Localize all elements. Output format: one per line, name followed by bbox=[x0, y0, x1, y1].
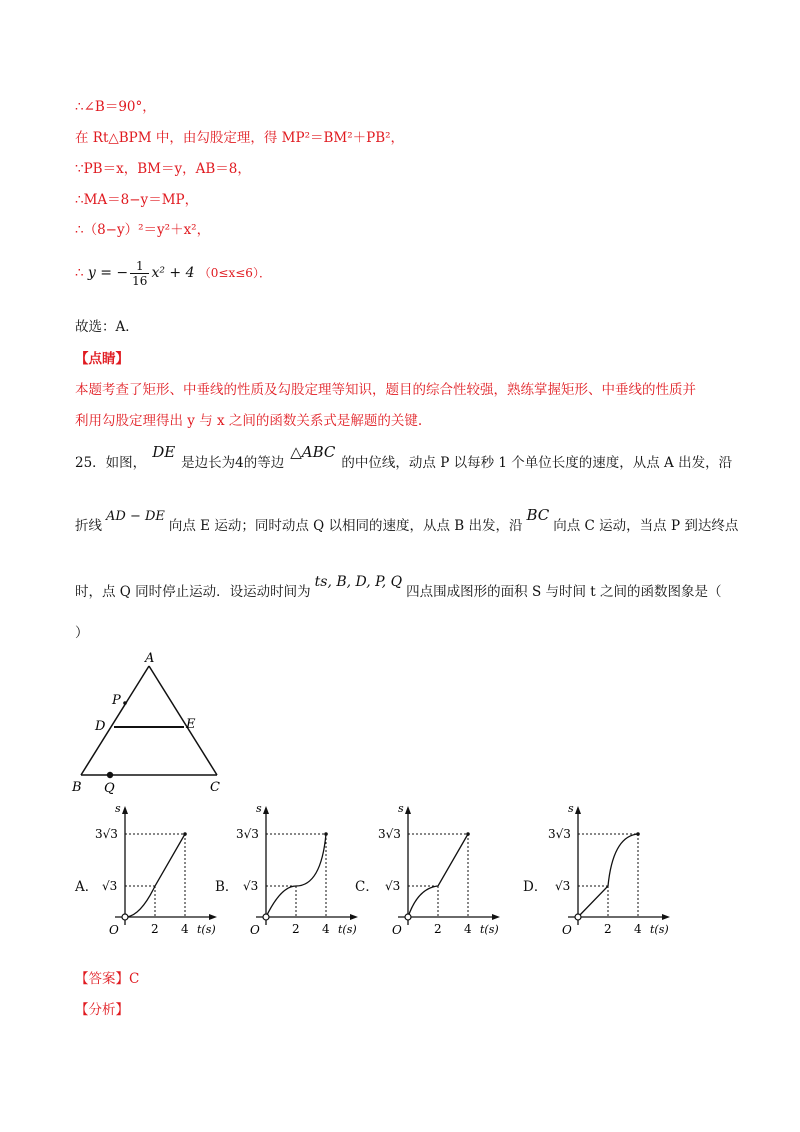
origin-label: O bbox=[392, 923, 402, 935]
tick-2-label: 2 bbox=[434, 922, 442, 935]
math-vars: ts, B, D, P, Q bbox=[314, 574, 403, 590]
solution-line-1: ∴∠B＝90°， bbox=[75, 99, 156, 115]
tick-2-label: 2 bbox=[151, 922, 159, 935]
question-line-1 bbox=[75, 443, 733, 478]
formula-tail: x² + 4 bbox=[151, 265, 195, 281]
tick-2-label: 2 bbox=[604, 922, 612, 935]
label-P: P bbox=[112, 693, 121, 708]
tick-4-label: 4 bbox=[464, 922, 472, 935]
question-text: 四点围成图形的面积 S 与时间 t 之间的函数图象是（ bbox=[406, 584, 722, 600]
question-line-3 bbox=[75, 574, 722, 607]
label-C: C bbox=[210, 780, 220, 795]
tick-top-label: 3√3 bbox=[236, 827, 259, 841]
axis-s-label: s bbox=[398, 802, 404, 815]
formula-y: y = − bbox=[87, 265, 129, 281]
axis-s-label: s bbox=[115, 802, 121, 815]
tick-top-label: 3√3 bbox=[548, 827, 571, 841]
option-graph-2[interactable] bbox=[236, 800, 366, 935]
tick-top-label: 3√3 bbox=[95, 827, 118, 841]
axis-t-label: t(s) bbox=[650, 923, 669, 935]
math-bc: BC bbox=[526, 506, 550, 524]
origin-label: O bbox=[109, 923, 119, 935]
axis-t-label: t(s) bbox=[338, 923, 357, 935]
comment-text-2: 利用勾股定理得出 y 与 x 之间的函数关系式是解题的关键. bbox=[75, 413, 423, 429]
tick-4-label: 4 bbox=[322, 922, 330, 935]
tick-2-label: 2 bbox=[292, 922, 300, 935]
option-graph-4[interactable] bbox=[548, 800, 678, 935]
solution-line-3: ∵PB＝x，BM＝y，AB＝8， bbox=[75, 161, 251, 177]
option-curve bbox=[578, 834, 638, 917]
answer-header: 【答案】 bbox=[75, 971, 129, 987]
option-curve bbox=[266, 834, 326, 917]
solution-line-2: 在 Rt△BPM 中，由勾股定理，得 MP²＝BM²＋PB²， bbox=[75, 130, 405, 146]
axis-s-label: s bbox=[256, 802, 262, 815]
math-de: DE bbox=[152, 443, 176, 461]
tick-mid-label: √3 bbox=[243, 879, 259, 893]
axis-s-label: s bbox=[568, 802, 574, 815]
question-text: 向点 C 运动，当点 P 到达终点 bbox=[553, 518, 739, 534]
question-number: 25．如图， bbox=[75, 455, 147, 471]
label-E: E bbox=[186, 717, 196, 732]
origin-label: O bbox=[250, 923, 260, 935]
question-text: 向点 E 运动；同时动点 Q 以相同的速度，从点 B 出发，沿 bbox=[168, 518, 523, 534]
option-label-3[interactable]: C． bbox=[355, 879, 379, 895]
question-line-2 bbox=[75, 506, 739, 542]
option-label-4[interactable]: D． bbox=[523, 879, 548, 895]
question-text: 时，点 Q 同时停止运动．设运动时间为 bbox=[75, 584, 311, 600]
triangle-figure bbox=[68, 648, 238, 798]
option-curve bbox=[125, 834, 185, 917]
comment-header: 【点睛】 bbox=[75, 351, 129, 367]
origin-label: O bbox=[562, 923, 572, 935]
domain-range: （0≤x≤6）． bbox=[198, 266, 271, 280]
tick-mid-label: √3 bbox=[102, 879, 118, 893]
answer-line bbox=[75, 970, 139, 988]
option-graph-3[interactable] bbox=[378, 800, 508, 935]
label-A: A bbox=[145, 651, 155, 666]
axis-t-label: t(s) bbox=[480, 923, 499, 935]
question-text: 的中位线，动点 P 以每秒 1 个单位长度的速度，从点 A 出发，沿 bbox=[341, 455, 733, 471]
solution-line-6 bbox=[75, 258, 271, 288]
fraction-denominator: 16 bbox=[132, 274, 148, 288]
option-label-2[interactable]: B． bbox=[215, 879, 239, 895]
tick-4-label: 4 bbox=[181, 922, 189, 935]
label-B: B bbox=[72, 780, 82, 795]
label-Q: Q bbox=[104, 781, 115, 796]
option-label-1[interactable]: A． bbox=[75, 879, 99, 895]
comment-text-1: 本题考查了矩形、中垂线的性质及勾股定理等知识，题目的综合性较强，熟练掌握矩形、中垂线的性质并 bbox=[75, 382, 696, 398]
question-text: 折线 bbox=[75, 518, 102, 534]
therefore-symbol: ∴ bbox=[75, 265, 84, 281]
answer-choice-line: 故选：A． bbox=[75, 319, 139, 335]
math-triangle-abc: △ABC bbox=[290, 443, 336, 461]
fraction-numerator: 1 bbox=[130, 259, 149, 274]
axis-t-label: t(s) bbox=[197, 923, 216, 935]
question-line-4: ） bbox=[75, 625, 89, 641]
fraction bbox=[130, 259, 149, 288]
option-graph-1[interactable] bbox=[95, 800, 225, 935]
option-curve bbox=[408, 834, 468, 917]
tick-top-label: 3√3 bbox=[378, 827, 401, 841]
question-text: 是边长为4的等边 bbox=[181, 455, 285, 471]
math-path: AD − DE bbox=[106, 509, 165, 524]
solution-line-5: ∴（8−y）²＝y²＋x²， bbox=[75, 222, 211, 238]
analysis-header: 【分析】 bbox=[75, 1002, 129, 1018]
tick-4-label: 4 bbox=[634, 922, 642, 935]
label-D: D bbox=[95, 719, 106, 734]
tick-mid-label: √3 bbox=[385, 879, 401, 893]
tick-mid-label: √3 bbox=[555, 879, 571, 893]
solution-line-4: ∴MA＝8−y＝MP， bbox=[75, 192, 199, 208]
answer-value: C bbox=[129, 971, 140, 987]
